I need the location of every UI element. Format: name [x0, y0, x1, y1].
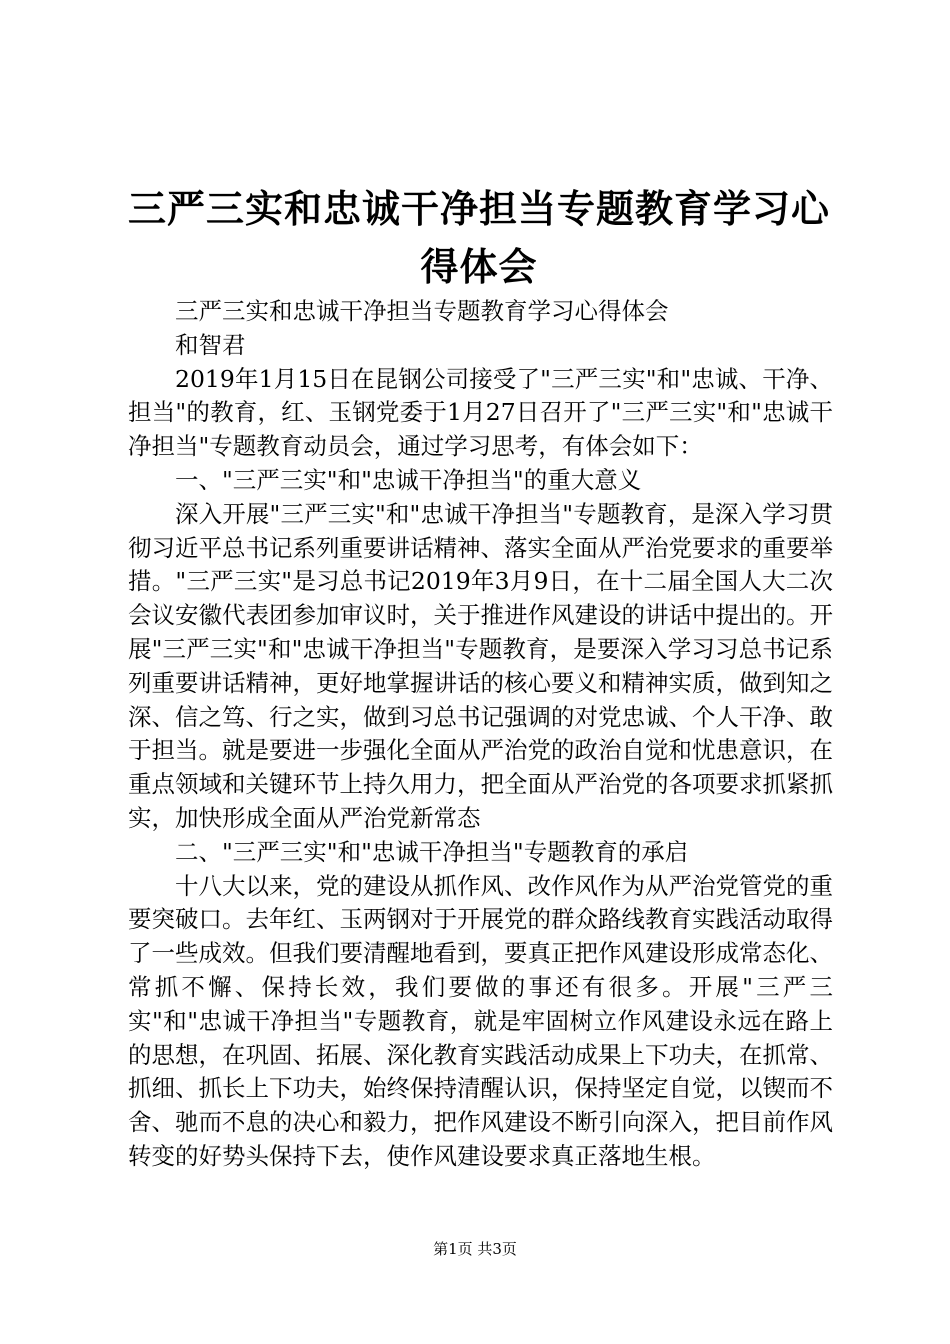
section-paragraph-1: 深入开展"三严三实"和"忠诚干净担当"专题教育，是深入学习贯彻习近平总书记系列重要讲话精神、落实全面从严治党要求的重要举措。"三严三实"是习总书记2019年3月9日，在十二届全国人大二次会议安徽代表团参加审议时，关于推进作风建设的讲话中提出的。开展"三严三实"和"忠诚干净担当"专题教育，是要深入学习习总书记系列重要讲话精神，更好地掌握讲话的核心要义和精神实质，做到知之深、信之笃、行之实，做到习总书记强调的对党忠诚、个人干净、敢于担当。就是要进一步强化全面从严治党的政治自觉和忧患意识，在重点领域和关键环节上持久用力，把全面从严治党的各项要求抓紧抓实，加快形成全面从严治党新常态: [128, 499, 833, 832]
intro-paragraph: 2019年1月15日在昆钢公司接受了"三严三实"和"忠诚、干净、担当"的教育，红、玉钢党委于1月27日召开了"三严三实"和"忠诚干净担当"专题教育动员会，通过学习思考，有体会如下：: [128, 364, 833, 461]
section-paragraph-2: 十八大以来，党的建设从抓作风、改作风作为从严治党管党的重要突破口。去年红、玉两钢对于开展党的群众路线教育实践活动取得了一些成效。但我们要清醒地看到，要真正把作风建设形成常态化、常抓不懈、保持长效，我们要做的事还有很多。开展"三严三实"和"忠诚干净担当"专题教育，就是牢固树立作风建设永远在路上的思想，在巩固、拓展、深化教育实践活动成果上下功夫，在抓常、抓细、抓长上下功夫，始终保持清醒认识，保持坚定自觉，以锲而不舍、驰而不息的决心和毅力，把作风建设不断引向深入，把目前作风转变的好势头保持下去，使作风建设要求真正落地生根。: [128, 871, 833, 1170]
subtitle-paragraph: 三严三实和忠诚干净担当专题教育学习心得体会: [175, 297, 669, 325]
author-paragraph: 和智君: [175, 330, 246, 359]
document-body: [128, 295, 833, 1174]
document-title: 三严三实和忠诚干净担当专题教育学习心得体会: [127, 186, 830, 289]
section-heading-1: 一、"三严三实"和"忠诚干净担当"的重大意义: [175, 465, 642, 494]
section-heading-2: 二、"三严三实"和"忠诚干净担当"专题教育的承启: [175, 837, 689, 866]
page-number-footer: 第1页 共3页: [433, 1240, 517, 1258]
